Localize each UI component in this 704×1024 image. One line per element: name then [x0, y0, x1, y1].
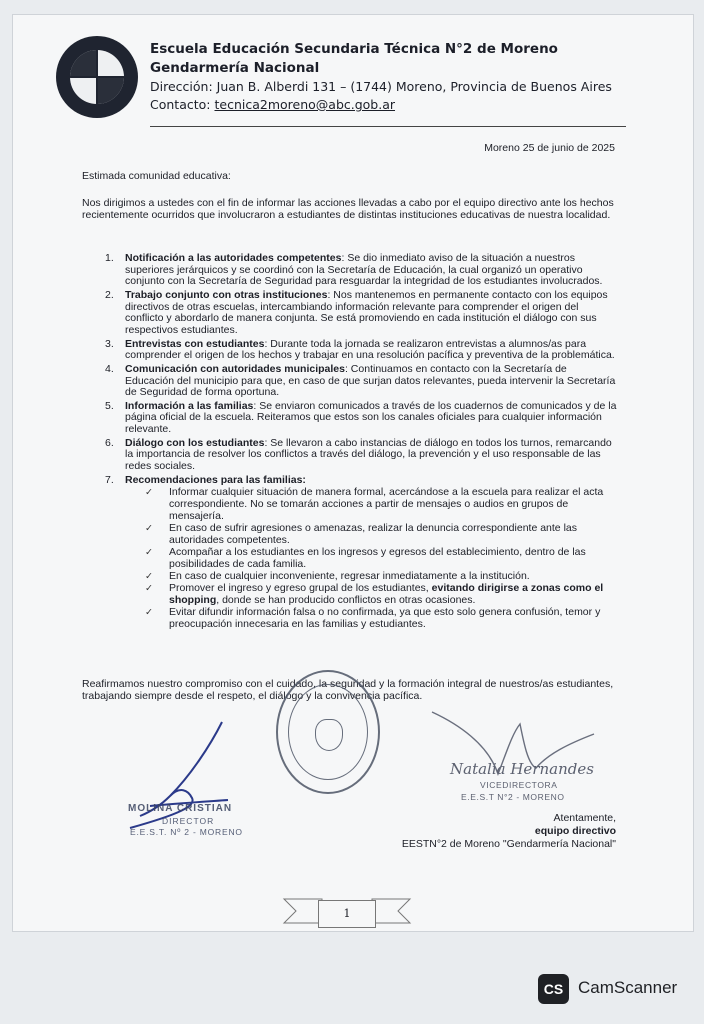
item-label: Comunicación con autoridades municipales	[125, 362, 345, 375]
item-label: Entrevistas con estudiantes	[125, 337, 265, 350]
item-label: Trabajo conjunto con otras instituciones	[125, 288, 328, 301]
item-text: : Durante toda la jornada se realizaron entrevistas a alumnos/as para comprender el origen de los hechos y trabajar en una resolución pacífica y preventiva de la problemática.	[125, 337, 615, 362]
list-item	[105, 401, 617, 436]
director-role: DIRECTOR	[162, 816, 215, 826]
team-school: EESTN°2 de Moreno "Gendarmería Nacional"	[401, 838, 616, 850]
recommendation-item: ✓ En caso de sufrir agresiones o amenazas, realizar la denuncia correspondiente ante las autoridades competentes.	[145, 521, 577, 546]
check-icon: ✓	[145, 570, 153, 582]
check-icon: ✓	[145, 583, 153, 595]
school-subtitle: Gendarmería Nacional	[150, 60, 320, 76]
letter-date: Moreno 25 de junio de 2025	[484, 142, 615, 154]
contact-label: Contacto:	[150, 97, 211, 112]
list-item	[105, 364, 617, 399]
shield-icon	[315, 719, 343, 751]
item-text: : Nos mantenemos en permanente contacto con los equipos directivos de otras escuelas, intercambiando información relevante para comprender el origen del conflicto y abordarlo de manera conjunta. Se está promoviendo en cada institución el diálogo con sus respectivos estudiantes.	[125, 288, 608, 336]
page-number: 1	[318, 900, 376, 928]
logo-emblem	[70, 50, 124, 104]
closing-paragraph: Reafirmamos nuestro compromiso con el cuidado, la seguridad y la formación integral de nuestros/as estudiantes, trabajando siempre desde el respeto, el diálogo y la convivencia pacífica.	[82, 678, 614, 703]
item-label: Diálogo con los estudiantes	[125, 436, 265, 449]
recommendations-list	[145, 487, 617, 630]
item-number: 4.	[105, 362, 114, 375]
camscanner-icon: CS	[538, 974, 569, 1004]
intro-paragraph: Nos dirigimos a ustedes con el fin de informar las acciones llevadas a cabo por el equipo directivo ante los hechos recientemente ocurridos que involucraron a estudiantes de distintas instituciones educativas de nuestra localidad.	[82, 197, 614, 222]
school-name: Escuela Educación Secundaria Técnica N°2 de Moreno	[150, 41, 558, 57]
contact-line	[150, 96, 670, 114]
item-label: Notificación a las autoridades competentes	[125, 252, 342, 264]
check-icon: ✓	[145, 487, 153, 499]
actions-list	[105, 253, 617, 633]
item-text: : Se llevaron a cabo instancias de diálogo en todos los turnos, remarcando la importancia de resolver los conflictos a través del diálogo, la prevención y el uso responsable de las redes sociales.	[125, 436, 612, 473]
item-number: 7.	[105, 473, 114, 486]
item-text: : Se dio inmediato aviso de la situación a nuestros superiores jerárquicos y se coordinó con la Secretaría de Educación, la cual organizó un operativo conjunto con la Secretaría de Seguridad para resguardar la integridad de los estudiantes involucrados.	[125, 252, 603, 288]
header-divider	[150, 126, 626, 127]
item-number: 6.	[105, 436, 114, 449]
list-item	[105, 253, 617, 288]
letterhead	[150, 40, 670, 114]
recommendation-item: ✓ Informar cualquier situación de manera formal, acercándose a la escuela para realizar el acta correspondiente. No se tomarán acciones a partir de mensajes o audios en grupos de mensajería.	[145, 486, 604, 522]
team-label: equipo directivo	[534, 825, 616, 837]
sign-off	[380, 812, 616, 851]
school-address: Dirección: Juan B. Alberdi 131 – (1744) Moreno, Provincia de Buenos Aires	[150, 79, 612, 94]
list-item	[105, 438, 617, 473]
school-logo	[56, 36, 138, 118]
vice-director-school: E.E.S.T N°2 - MORENO	[461, 792, 565, 802]
item-number: 2.	[105, 288, 114, 301]
vice-director-role: VICEDIRECTORA	[480, 780, 558, 790]
list-item-recommendations: 7. Recomendaciones para las familias: ✓ Informar cualquier situación de manera formal, acercándose a la escuela para realizar el acta correspondiente. No se tomarán acciones a partir de mensajes o audios en grupos de mensajería. ✓ En caso de sufrir agresiones o amenazas, realizar la denuncia correspondiente ante las autoridades competentes. ✓ Acompañar a los estudiantes en los ingresos y egresos del establecimiento, dentro de las posibilidades de cada familia. ✓ En caso de cualquier inconveniente, regresar inmediatamente a la institución. ✓ Promover el ingreso y egreso grupal de los estudiantes, evitando dirigirse a zonas como el shopping, donde se han producido conflictos en otras ocasiones. ✓ Evitar difundir información falsa o no confirmada, ya que esto solo genera confusión, temor y preocupación innecesaria en las familias y estudiantes.	[105, 475, 617, 631]
item-label: Información a las familias	[125, 399, 254, 412]
item-number: 1.	[105, 252, 114, 264]
official-seal	[276, 670, 380, 794]
list-item	[105, 290, 617, 336]
item-number: 3.	[105, 337, 114, 350]
check-icon: ✓	[145, 607, 153, 619]
contact-email-link[interactable]: tecnica2moreno@abc.gob.ar	[214, 97, 396, 112]
recommendation-item: ✓ En caso de cualquier inconveniente, regresar inmediatamente a la institución.	[145, 569, 530, 582]
list-item	[105, 339, 617, 362]
director-school: E.E.S.T. Nº 2 - MORENO	[130, 827, 243, 837]
regards-text: Atentamente,	[553, 812, 616, 824]
recommendation-item: ✓ Acompañar a los estudiantes en los ingresos y egresos del establecimiento, dentro de las posibilidades de cada familia.	[145, 545, 586, 570]
recommendation-item: ✓ Promover el ingreso y egreso grupal de los estudiantes, evitando dirigirse a zonas como el shopping, donde se han producido conflictos en otras ocasiones.	[145, 582, 604, 606]
check-icon: ✓	[145, 522, 153, 534]
director-name: MOLINA CRISTIAN	[128, 803, 233, 814]
camscanner-label: CamScanner	[578, 978, 678, 997]
greeting: Estimada comunidad educativa:	[82, 170, 231, 182]
recommendation-item: ✓ Evitar difundir información falsa o no confirmada, ya que esto solo genera confusión, temor y preocupación innecesaria en las familias y estudiantes.	[145, 606, 601, 630]
item-text: : Continuamos en contacto con la Secretaría de Educación del municipio para que, en caso de que surjan datos relevantes, pueda intervenir la Secretaría de Seguridad de forma oportuna.	[125, 362, 616, 399]
check-icon: ✓	[145, 546, 153, 558]
vice-director-signature: Natalia Hernandes	[450, 760, 594, 778]
item-label: Recomendaciones para las familias	[125, 473, 303, 486]
item-text: : Se enviaron comunicados a través de los cuadernos de comunicados y de la página oficial de la escuela. Reiteramos que estos son los canales oficiales para cualquier información relevante.	[125, 399, 617, 436]
item-number: 5.	[105, 399, 114, 412]
